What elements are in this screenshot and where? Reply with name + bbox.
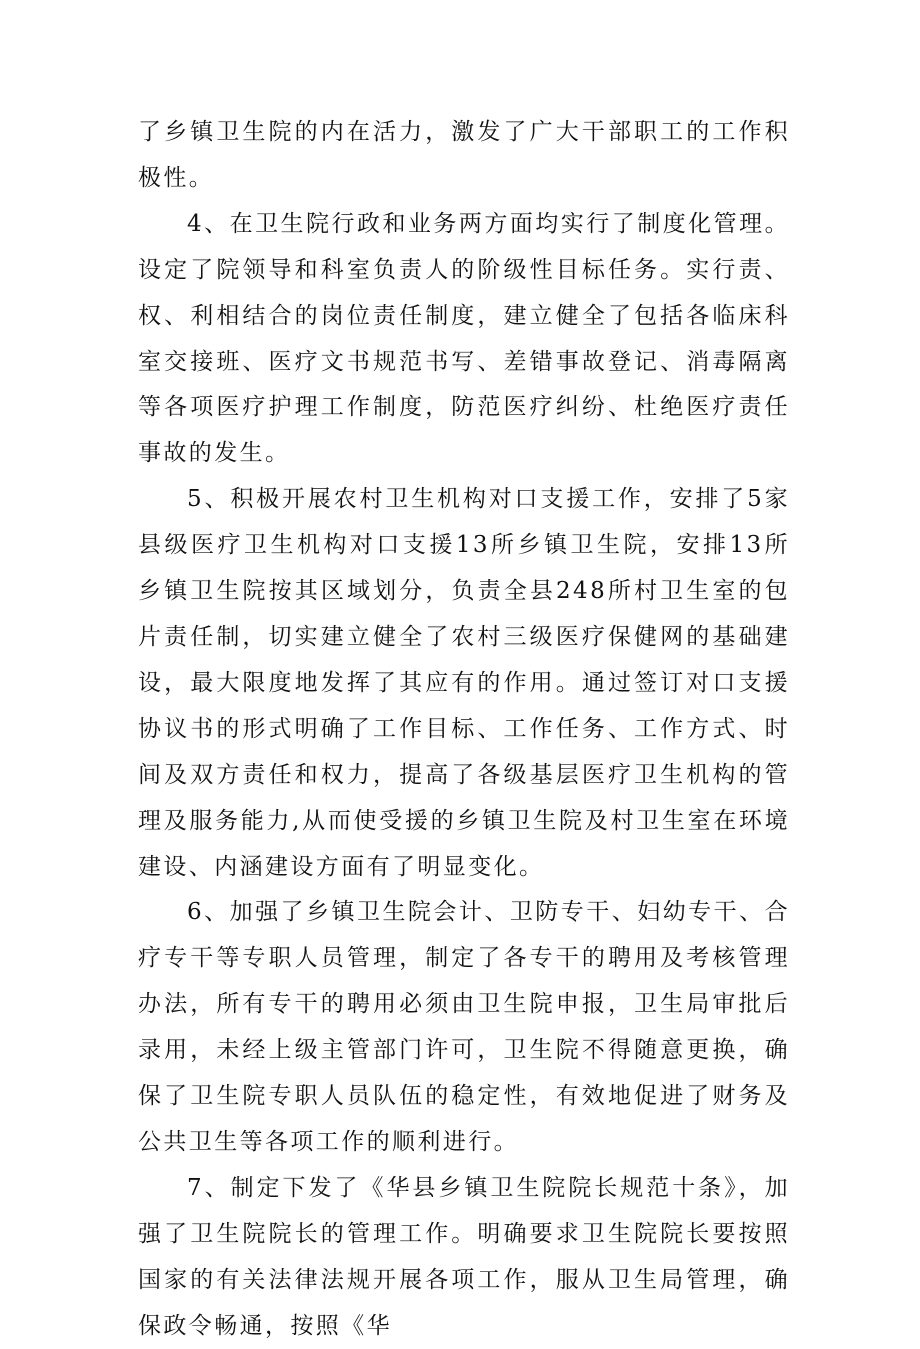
paragraph-item-4: 4、在卫生院行政和业务两方面均实行了制度化管理。设定了院领导和科室负责人的阶级性目标任务。实行责、权、利相结合的岗位责任制度，建立健全了包括各临床科室交接班、医疗文书规范书写、差错事故登记、消毒隔离等各项医疗护理工作制度，防范医疗纠纷、杜绝医疗责任事故的发生。 bbox=[138, 210, 790, 467]
paragraph-item-5: 5、积极开展农村卫生机构对口支援工作，安排了5家县级医疗卫生机构对口支援13所乡镇卫生院，安排13所乡镇卫生院按其区域划分，负责全县248所村卫生室的包片责任制，切实建立健全了农村三级医疗保健网的基础建设，最大限度地发挥了其应有的作用。通过签订对口支援协议书的形式明确了工作目标、工作任务、工作方式、时间及双方责任和权力，提高了各级基层医疗卫生机构的管理及服务能力,从而使受援的乡镇卫生院及村卫生室在环境建设、内涵建设方面有了明显变化。 bbox=[138, 486, 790, 880]
paragraph-continuation: 了乡镇卫生院的内在活力，激发了广大干部职工的工作积极性。 bbox=[138, 119, 790, 191]
paragraph-item-6: 6、加强了乡镇卫生院会计、卫防专干、妇幼专干、合疗专干等专职人员管理，制定了各专干的聘用及考核管理办法，所有专干的聘用必须由卫生院申报，卫生局审批后录用，未经上级主管部门许可，卫生院不得随意更换，确保了卫生院专职人员队伍的稳定性，有效地促进了财务及公共卫生等各项工作的顺利进行。 bbox=[138, 899, 790, 1155]
document-body bbox=[138, 110, 790, 1349]
paragraph-item-7: 7、制定下发了《华县乡镇卫生院院长规范十条》，加强了卫生院院长的管理工作。明确要求卫生院院长要按照国家的有关法律法规开展各项工作，服从卫生局管理，确保政令畅通，按照《华 bbox=[138, 1174, 790, 1339]
